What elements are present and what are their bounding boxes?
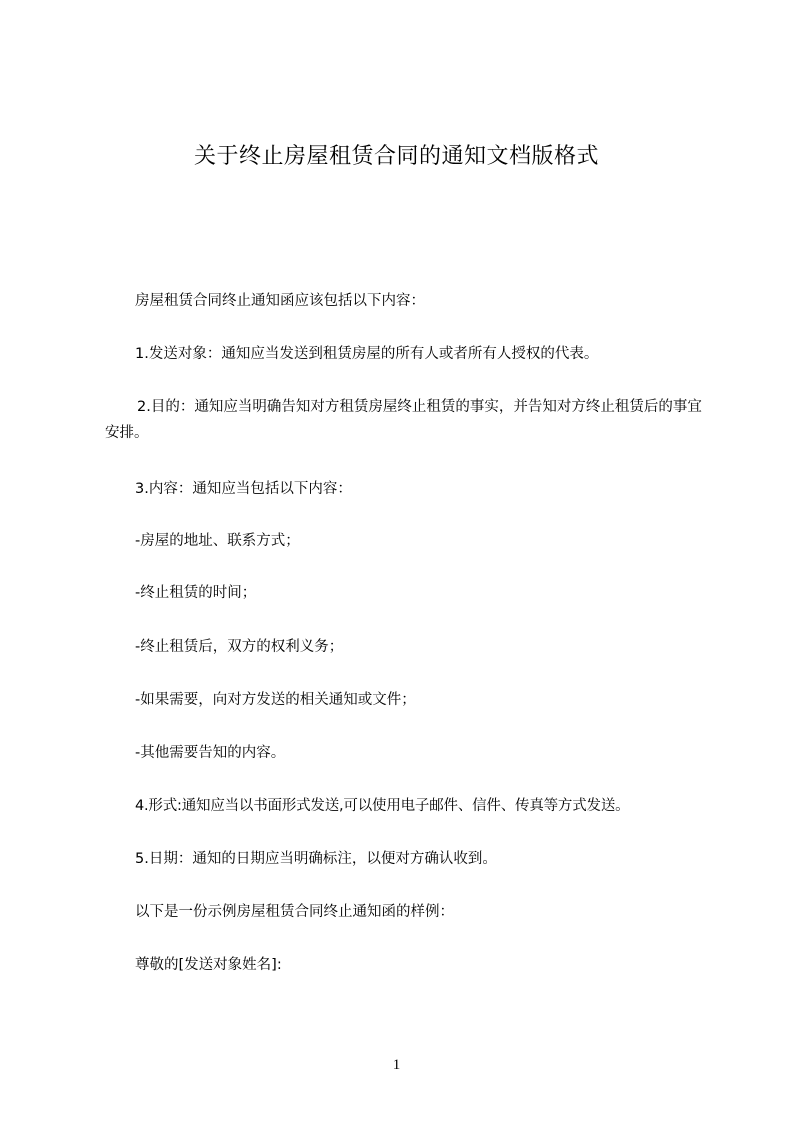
document-title: 关于终止房屋租赁合同的通知文档版格式 xyxy=(193,144,599,169)
list-item-address: -房屋的地址、联系方式； xyxy=(135,533,300,549)
paragraph-purpose: 2.目的：通知应当明确告知对方租赁房屋终止租赁的事实，并告知对方终止租赁后的事宜安排。 xyxy=(105,399,702,441)
paragraph-form: 4.形式:通知应当以书面形式发送,可以使用电子邮件、信件、传真等方式发送。 xyxy=(135,798,630,814)
list-item-rights: -终止租赁后，双方的权利义务； xyxy=(135,639,344,655)
list-item-time: -终止租赁的时间； xyxy=(135,585,257,601)
paragraph-intro: 房屋租赁合同终止通知函应该包括以下内容： xyxy=(135,293,425,309)
page-number: 1 xyxy=(392,1057,401,1073)
paragraph-send-target: 1.发送对象：通知应当发送到租赁房屋的所有人或者所有人授权的代表。 xyxy=(135,346,599,362)
list-item-other: -其他需要告知的内容。 xyxy=(135,745,286,761)
paragraph-content: 3.内容：通知应当包括以下内容： xyxy=(135,481,352,497)
paragraph-date: 5.日期：通知的日期应当明确标注，以便对方确认收到。 xyxy=(135,851,497,867)
paragraph-sample-intro: 以下是一份示例房屋租赁合同终止通知函的样例： xyxy=(135,904,454,920)
paragraph-greeting: 尊敬的[发送对象姓名]: xyxy=(135,957,282,973)
list-item-documents: -如果需要，向对方发送的相关通知或文件； xyxy=(135,692,416,708)
